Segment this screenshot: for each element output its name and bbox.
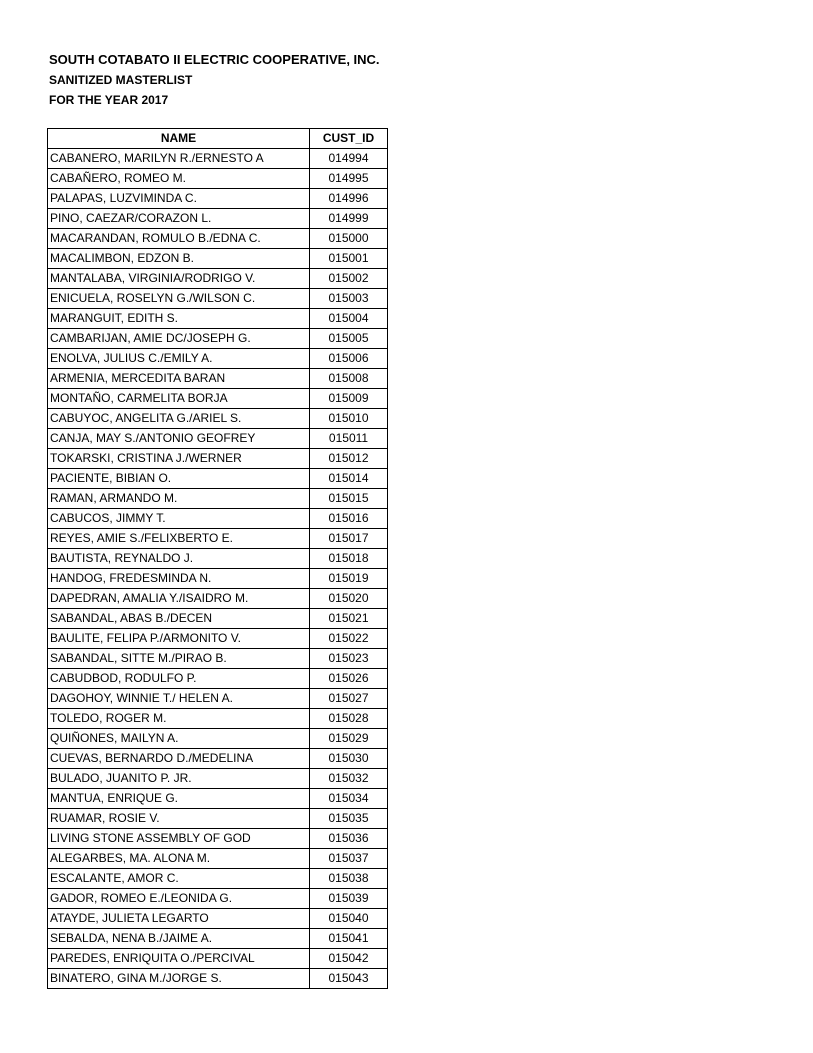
document-header xyxy=(49,50,380,110)
customer-id-cell: 015017 xyxy=(310,529,388,549)
customer-name-cell: QUIÑONES, MAILYN A. xyxy=(48,729,310,749)
customer-id-cell: 015020 xyxy=(310,589,388,609)
customer-id-cell: 015005 xyxy=(310,329,388,349)
customer-name-cell: MACARANDAN, ROMULO B./EDNA C. xyxy=(48,229,310,249)
customer-id-cell: 014994 xyxy=(310,149,388,169)
customer-id-cell: 015030 xyxy=(310,749,388,769)
customer-id-cell: 015009 xyxy=(310,389,388,409)
table-header-row xyxy=(48,129,388,149)
document-subtitle: SANITIZED MASTERLIST xyxy=(49,73,193,87)
customer-id-cell: 015032 xyxy=(310,769,388,789)
customer-name-cell: DAPEDRAN, AMALIA Y./ISAIDRO M. xyxy=(48,589,310,609)
customer-id-cell: 015010 xyxy=(310,409,388,429)
table-row xyxy=(48,449,388,469)
customer-name-cell: MARANGUIT, EDITH S. xyxy=(48,309,310,329)
customer-name-cell: PINO, CAEZAR/CORAZON L. xyxy=(48,209,310,229)
customer-id-cell: 015000 xyxy=(310,229,388,249)
customer-name-cell: HANDOG, FREDESMINDA N. xyxy=(48,569,310,589)
table-row xyxy=(48,209,388,229)
customer-name-cell: CAMBARIJAN, AMIE DC/JOSEPH G. xyxy=(48,329,310,349)
table-row xyxy=(48,629,388,649)
table-row xyxy=(48,529,388,549)
customer-id-cell: 015022 xyxy=(310,629,388,649)
table-row xyxy=(48,509,388,529)
table-row xyxy=(48,549,388,569)
customer-name-cell: SABANDAL, ABAS B./DECEN xyxy=(48,609,310,629)
customer-name-cell: BULADO, JUANITO P. JR. xyxy=(48,769,310,789)
customer-name-cell: ESCALANTE, AMOR C. xyxy=(48,869,310,889)
customer-name-cell: BAUTISTA, REYNALDO J. xyxy=(48,549,310,569)
customer-id-cell: 015035 xyxy=(310,809,388,829)
name-column-header: NAME xyxy=(48,129,310,149)
customer-id-cell: 015018 xyxy=(310,549,388,569)
table-row xyxy=(48,789,388,809)
customer-name-cell: MANTALABA, VIRGINIA/RODRIGO V. xyxy=(48,269,310,289)
customer-id-cell: 015001 xyxy=(310,249,388,269)
customer-name-cell: TOKARSKI, CRISTINA J./WERNER xyxy=(48,449,310,469)
customer-name-cell: PACIENTE, BIBIAN O. xyxy=(48,469,310,489)
table-row xyxy=(48,969,388,989)
customer-name-cell: ENOLVA, JULIUS C./EMILY A. xyxy=(48,349,310,369)
cust-id-column-header: CUST_ID xyxy=(310,129,388,149)
customer-id-cell: 015037 xyxy=(310,849,388,869)
customer-id-cell: 015012 xyxy=(310,449,388,469)
table-row xyxy=(48,709,388,729)
table-row xyxy=(48,809,388,829)
customer-name-cell: PAREDES, ENRIQUITA O./PERCIVAL xyxy=(48,949,310,969)
customer-name-cell: RAMAN, ARMANDO M. xyxy=(48,489,310,509)
customer-id-cell: 015011 xyxy=(310,429,388,449)
table-row xyxy=(48,409,388,429)
customer-name-cell: CABUYOC, ANGELITA G./ARIEL S. xyxy=(48,409,310,429)
customer-id-cell: 014996 xyxy=(310,189,388,209)
customer-name-cell: ALEGARBES, MA. ALONA M. xyxy=(48,849,310,869)
customer-id-cell: 014995 xyxy=(310,169,388,189)
table-row xyxy=(48,289,388,309)
customer-name-cell: CABUDBOD, RODULFO P. xyxy=(48,669,310,689)
table-row xyxy=(48,149,388,169)
customer-id-cell: 014999 xyxy=(310,209,388,229)
table-body xyxy=(48,149,388,989)
table-row xyxy=(48,349,388,369)
table-row xyxy=(48,189,388,209)
customer-id-cell: 015041 xyxy=(310,929,388,949)
table-row xyxy=(48,849,388,869)
customer-id-cell: 015029 xyxy=(310,729,388,749)
customer-id-cell: 015019 xyxy=(310,569,388,589)
customer-name-cell: DAGOHOY, WINNIE T./ HELEN A. xyxy=(48,689,310,709)
customer-id-cell: 015014 xyxy=(310,469,388,489)
table-row xyxy=(48,749,388,769)
table-row xyxy=(48,949,388,969)
customer-name-cell: CABANERO, MARILYN R./ERNESTO A xyxy=(48,149,310,169)
customer-id-cell: 015023 xyxy=(310,649,388,669)
table-row xyxy=(48,929,388,949)
table-row xyxy=(48,649,388,669)
table-row xyxy=(48,909,388,929)
table-row xyxy=(48,249,388,269)
customer-id-cell: 015016 xyxy=(310,509,388,529)
customer-id-cell: 015008 xyxy=(310,369,388,389)
table-row xyxy=(48,489,388,509)
customer-id-cell: 015034 xyxy=(310,789,388,809)
customer-name-cell: ENICUELA, ROSELYN G./WILSON C. xyxy=(48,289,310,309)
table-row xyxy=(48,269,388,289)
table-row xyxy=(48,329,388,349)
customer-name-cell: CABUCOS, JIMMY T. xyxy=(48,509,310,529)
table-row xyxy=(48,429,388,449)
customer-id-cell: 015004 xyxy=(310,309,388,329)
customer-name-cell: CANJA, MAY S./ANTONIO GEOFREY xyxy=(48,429,310,449)
table-row xyxy=(48,309,388,329)
organization-name: SOUTH COTABATO II ELECTRIC COOPERATIVE, INC. xyxy=(49,52,380,67)
customer-name-cell: TOLEDO, ROGER M. xyxy=(48,709,310,729)
table-row xyxy=(48,569,388,589)
customer-name-cell: GADOR, ROMEO E./LEONIDA G. xyxy=(48,889,310,909)
customer-id-cell: 015043 xyxy=(310,969,388,989)
table-row xyxy=(48,589,388,609)
document-year: FOR THE YEAR 2017 xyxy=(49,93,169,107)
customer-name-cell: SABANDAL, SITTE M./PIRAO B. xyxy=(48,649,310,669)
customer-id-cell: 015006 xyxy=(310,349,388,369)
customer-name-cell: PALAPAS, LUZVIMINDA C. xyxy=(48,189,310,209)
table-row xyxy=(48,869,388,889)
customer-name-cell: ARMENIA, MERCEDITA BARAN xyxy=(48,369,310,389)
customer-name-cell: ATAYDE, JULIETA LEGARTO xyxy=(48,909,310,929)
masterlist-table xyxy=(47,128,388,989)
customer-id-cell: 015028 xyxy=(310,709,388,729)
customer-name-cell: CABAÑERO, ROMEO M. xyxy=(48,169,310,189)
table-row xyxy=(48,829,388,849)
customer-name-cell: REYES, AMIE S./FELIXBERTO E. xyxy=(48,529,310,549)
table-row xyxy=(48,469,388,489)
customer-id-cell: 015021 xyxy=(310,609,388,629)
customer-id-cell: 015038 xyxy=(310,869,388,889)
customer-id-cell: 015039 xyxy=(310,889,388,909)
table-row xyxy=(48,169,388,189)
customer-id-cell: 015042 xyxy=(310,949,388,969)
table-row xyxy=(48,769,388,789)
customer-id-cell: 015036 xyxy=(310,829,388,849)
customer-id-cell: 015003 xyxy=(310,289,388,309)
customer-id-cell: 015027 xyxy=(310,689,388,709)
customer-id-cell: 015002 xyxy=(310,269,388,289)
customer-name-cell: SEBALDA, NENA B./JAIME A. xyxy=(48,929,310,949)
table-row xyxy=(48,229,388,249)
customer-id-cell: 015015 xyxy=(310,489,388,509)
customer-id-cell: 015026 xyxy=(310,669,388,689)
table-row xyxy=(48,889,388,909)
table-row xyxy=(48,609,388,629)
customer-name-cell: BAULITE, FELIPA P./ARMONITO V. xyxy=(48,629,310,649)
table-row xyxy=(48,689,388,709)
table-row xyxy=(48,369,388,389)
customer-name-cell: BINATERO, GINA M./JORGE S. xyxy=(48,969,310,989)
customer-name-cell: RUAMAR, ROSIE V. xyxy=(48,809,310,829)
table-row xyxy=(48,729,388,749)
customer-name-cell: LIVING STONE ASSEMBLY OF GOD xyxy=(48,829,310,849)
customer-name-cell: MACALIMBON, EDZON B. xyxy=(48,249,310,269)
customer-id-cell: 015040 xyxy=(310,909,388,929)
table-row xyxy=(48,669,388,689)
customer-name-cell: MANTUA, ENRIQUE G. xyxy=(48,789,310,809)
table-row xyxy=(48,389,388,409)
customer-name-cell: CUEVAS, BERNARDO D./MEDELINA xyxy=(48,749,310,769)
customer-name-cell: MONTAÑO, CARMELITA BORJA xyxy=(48,389,310,409)
